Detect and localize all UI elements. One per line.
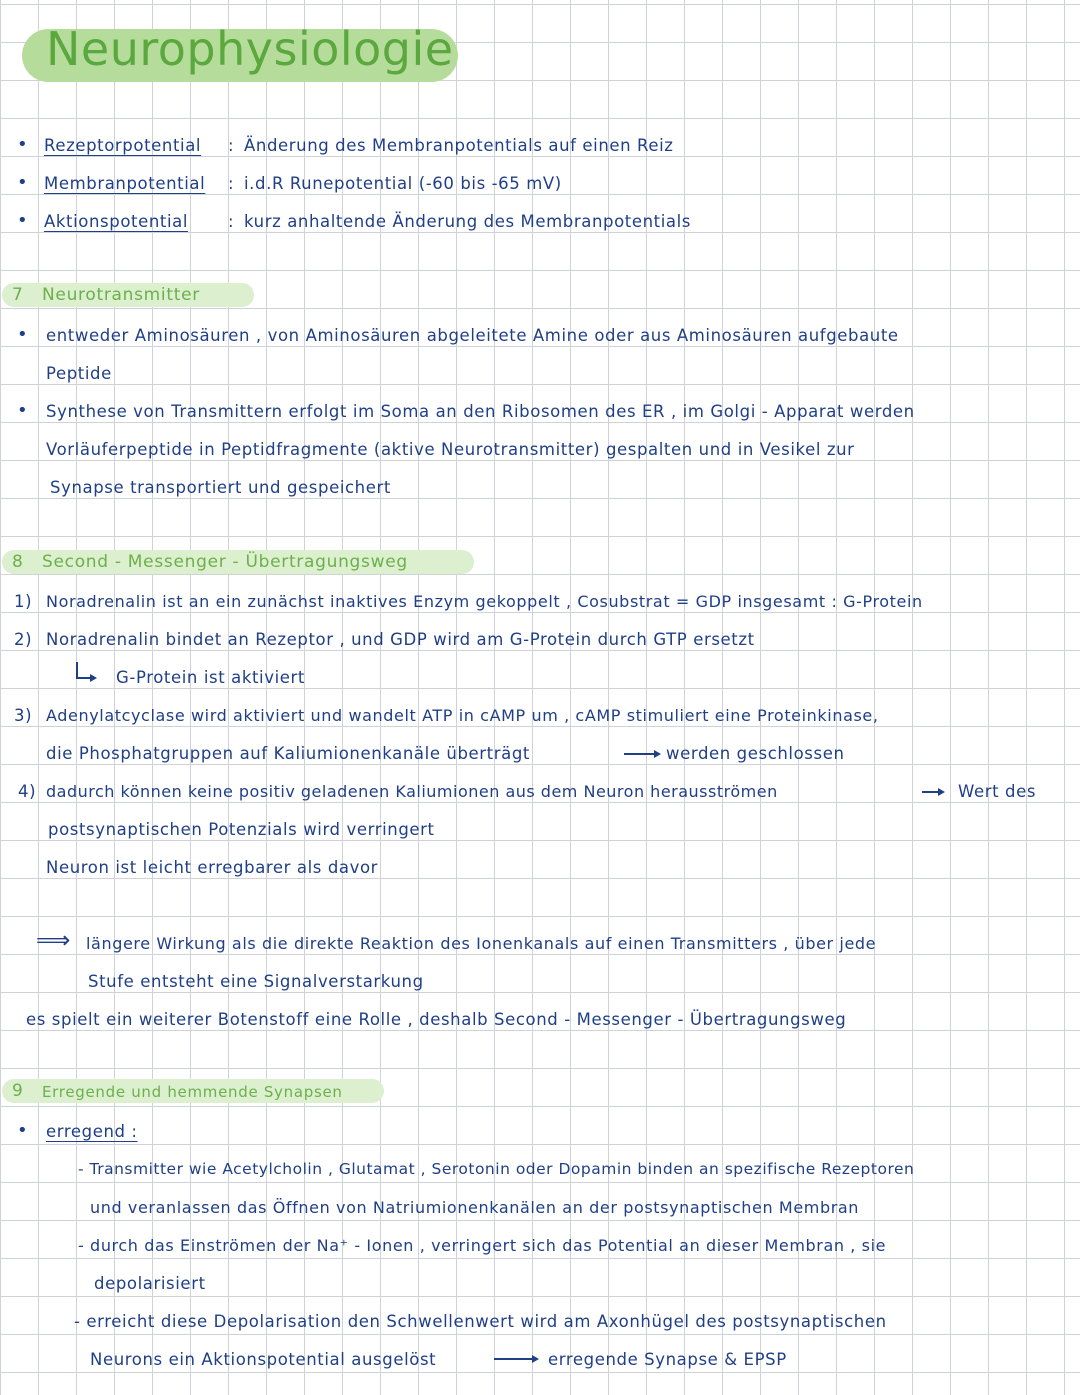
- text-line: werden geschlossen: [666, 744, 845, 763]
- text-line: Synthese von Transmittern erfolgt im Soma an den Ribosomen des ER , im Golgi - Apparat werden: [46, 402, 915, 421]
- text-line: entweder Aminosäuren , von Aminosäuren abgeleitete Amine oder aus Aminosäuren aufgebaute: [46, 326, 899, 345]
- text-line: Synapse transportiert und gespeichert: [50, 478, 391, 497]
- arrow-line: [76, 677, 90, 679]
- bullet: •: [17, 172, 28, 193]
- bullet: •: [17, 400, 28, 421]
- text-line: - Transmitter wie Acetylcholin , Glutamat , Serotonin oder Dopamin binden an spezifische Rezeptoren: [78, 1160, 915, 1178]
- sub-heading: erregend :: [46, 1122, 138, 1141]
- arrow-line: [624, 753, 654, 755]
- text-line: Wert des: [958, 782, 1037, 801]
- step-number: 2): [14, 630, 33, 649]
- text-line: dadurch können keine positiv geladenen Kaliumionen aus dem Neuron herausströmen: [46, 782, 778, 801]
- bullet: •: [17, 324, 28, 345]
- text-line: es spielt ein weiterer Botenstoff eine Rolle , deshalb Second - Messenger - Übertragungsweg: [26, 1010, 847, 1029]
- arrow-line: [922, 791, 938, 793]
- text-line: erregende Synapse & EPSP: [548, 1350, 787, 1369]
- definition-text: Änderung des Membranpotentials auf einen Reiz: [244, 136, 674, 155]
- text-line: Noradrenalin ist an ein zunächst inaktives Enzym gekoppelt , Cosubstrat = GDP insgesamt : G-Protein: [46, 592, 923, 611]
- section-title: Second - Messenger - Übertragungsweg: [42, 552, 408, 572]
- section-title: Erregende und hemmende Synapsen: [42, 1083, 343, 1101]
- arrow-stem: [76, 662, 78, 678]
- bullet: •: [17, 1120, 28, 1141]
- bullet: •: [17, 210, 28, 231]
- text-line: Adenylatcyclase wird aktiviert und wandelt ATP in cAMP um , cAMP stimuliert eine Proteinkinase,: [46, 706, 879, 725]
- text-line: postsynaptischen Potenzials wird verringert: [48, 820, 435, 839]
- definition-separator: :: [228, 174, 235, 193]
- text-line: depolarisiert: [94, 1274, 206, 1293]
- definition-separator: :: [228, 136, 235, 155]
- text-line: Neurons ein Aktionspotential ausgelöst: [90, 1350, 437, 1369]
- definition-text: kurz anhaltende Änderung des Membranpotentials: [244, 212, 691, 231]
- text-line: - erreicht diese Depolarisation den Schwellenwert wird am Axonhügel des postsynaptischen: [74, 1312, 887, 1331]
- bullet: •: [17, 134, 28, 155]
- section-title: Neurotransmitter: [42, 285, 200, 305]
- arrow-right-icon: [654, 750, 661, 758]
- text-line: - durch das Einströmen der Na⁺ - Ionen , verringert sich das Potential an dieser Membran , sie: [78, 1236, 887, 1255]
- definition-term: Rezeptorpotential: [44, 136, 202, 155]
- step-number: 1): [14, 592, 33, 611]
- text-line: Neuron ist leicht erregbarer als davor: [46, 858, 379, 877]
- text-line: Peptide: [46, 364, 112, 383]
- double-arrow-icon: ⟹: [36, 926, 72, 954]
- text-line: Vorläuferpeptide in Peptidfragmente (aktive Neurotransmitter) gespalten und in Vesikel zur: [46, 440, 855, 459]
- text-line: Noradrenalin bindet an Rezeptor , und GDP wird am G-Protein durch GTP ersetzt: [46, 630, 755, 649]
- section-number: 7: [12, 285, 24, 305]
- definition-separator: :: [228, 212, 235, 231]
- definition-term: Membranpotential: [44, 174, 206, 193]
- section-number: 8: [12, 552, 24, 572]
- text-line: Stufe entsteht eine Signalverstarkung: [88, 972, 424, 991]
- definition-term: Aktionspotential: [44, 212, 189, 231]
- arrow-right-icon: [938, 788, 945, 796]
- arrow-right-icon: [532, 1355, 539, 1363]
- arrow-line: [494, 1358, 532, 1360]
- page-title: Neurophysiologie: [46, 22, 454, 76]
- step-number: 4): [18, 782, 37, 801]
- step-number: 3): [14, 706, 33, 725]
- text-line: und veranlassen das Öffnen von Natriumionenkanälen an der postsynaptischen Membran: [90, 1198, 860, 1217]
- section-number: 9: [12, 1081, 24, 1101]
- text-line: G-Protein ist aktiviert: [116, 668, 305, 687]
- text-line: längere Wirkung als die direkte Reaktion des Ionenkanals auf einen Transmitters , über jede: [86, 934, 877, 953]
- arrow-right-icon: [90, 674, 97, 682]
- definition-text: i.d.R Runepotential (-60 bis -65 mV): [244, 174, 562, 193]
- text-line: die Phosphatgruppen auf Kaliumionenkanäle überträgt: [46, 744, 530, 763]
